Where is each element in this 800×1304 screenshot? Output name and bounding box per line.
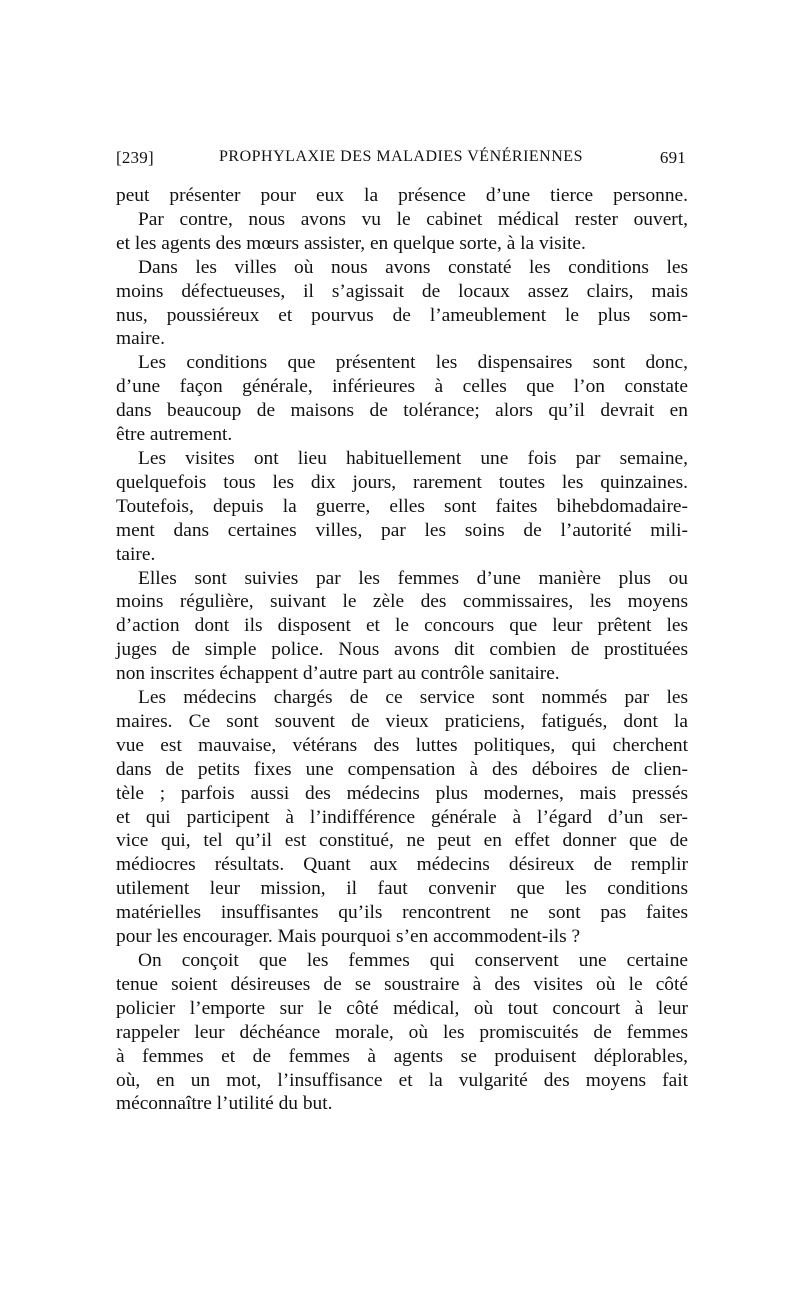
running-head — [116, 148, 686, 172]
text-line: et qui participent à l’indifférence générale à l’égard d’un ser- — [116, 806, 688, 828]
body-text — [116, 184, 688, 1116]
text-line: vue est mauvaise, vétérans des luttes politiques, qui cherchent — [116, 734, 688, 756]
text-line: maires. Ce sont souvent de vieux praticiens, fatigués, dont la — [116, 710, 688, 732]
text-line: Dans les villes où nous avons constaté les conditions les — [138, 256, 688, 278]
text-line: à femmes et de femmes à agents se produisent déplorables, — [116, 1045, 688, 1067]
text-line: Les visites ont lieu habituellement une fois par semaine, — [138, 447, 688, 469]
text-line: être autrement. — [116, 424, 233, 446]
text-line: où, en un mot, l’insuffisance et la vulgarité des moyens fait — [116, 1069, 688, 1091]
text-line: moins régulière, suivant le zèle des commissaires, les moyens — [116, 591, 688, 613]
text-line: méconnaître l’utilité du but. — [116, 1093, 333, 1115]
text-line: Par contre, nous avons vu le cabinet médical rester ouvert, — [138, 208, 688, 230]
text-line: pour les encourager. Mais pourquoi s’en accommodent-ils ? — [116, 926, 581, 948]
text-line: utilement leur mission, il faut convenir que les conditions — [116, 878, 688, 900]
text-line: On conçoit que les femmes qui conservent une certaine — [138, 950, 688, 971]
text-line: d’action dont ils disposent et le concours que leur prêtent les — [116, 615, 688, 637]
text-line: quelquefois tous les dix jours, rarement toutes les quinzaines. — [116, 471, 688, 493]
text-line: Les médecins chargés de ce service sont nommés par les — [138, 687, 688, 709]
text-line: peut présenter pour eux la présence d’une tierce personne. — [116, 185, 688, 206]
text-line: d’une façon générale, inférieures à celles que l’on constate — [116, 376, 688, 398]
text-line: juges de simple police. Nous avons dit combien de prostituées — [116, 639, 688, 661]
text-line: et les agents des mœurs assister, en quelque sorte, à la visite. — [116, 232, 586, 254]
text-line: rappeler leur déchéance morale, où les promiscuités de femmes — [116, 1021, 688, 1043]
text-line: dans beaucoup de maisons de tolérance; alors qu’il devrait en — [116, 400, 688, 422]
text-line: moins défectueuses, il s’agissait de locaux assez clairs, mais — [116, 280, 688, 302]
text-line: nus, poussiéreux et pourvus de l’ameublement le plus som- — [116, 304, 688, 326]
text-line: tèle ; parfois aussi des médecins plus modernes, mais pressés — [116, 782, 688, 804]
section-reference: [239] — [116, 148, 154, 167]
text-line: taire. — [116, 543, 156, 565]
text-line: Elles sont suivies par les femmes d’une manière plus ou — [138, 567, 688, 589]
text-line: maire. — [116, 328, 165, 350]
text-line: matérielles insuffisantes qu’ils rencontrent ne sont pas faites — [116, 902, 688, 924]
text-line: vice qui, tel qu’il est constitué, ne peut en effet donner que de — [116, 830, 688, 852]
text-line: dans de petits fixes une compensation à des déboires de clien- — [116, 758, 688, 780]
text-line: ment dans certaines villes, par les soins de l’autorité mili- — [116, 519, 688, 541]
page-number: 691 — [659, 148, 686, 167]
text-line: tenue soient désireuses de se soustraire à des visites où le côté — [116, 973, 688, 995]
page-title: PROPHYLAXIE DES MALADIES VÉNÉRIENNES — [219, 148, 583, 165]
text-line: Toutefois, depuis la guerre, elles sont faites bihebdomadaire- — [116, 495, 688, 517]
text-line: non inscrites échappent d’autre part au contrôle sanitaire. — [116, 663, 560, 685]
text-line: policier l’emporte sur le côté médical, où tout concourt à leur — [116, 997, 688, 1019]
text-line: Les conditions que présentent les dispensaires sont donc, — [138, 352, 688, 374]
text-line: médiocres résultats. Quant aux médecins désireux de remplir — [116, 854, 688, 876]
